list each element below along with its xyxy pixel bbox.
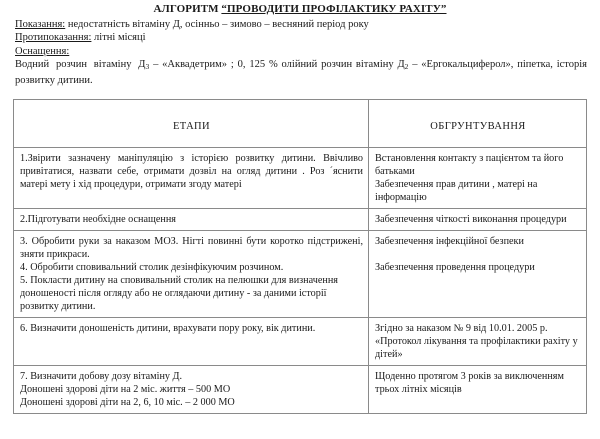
- step-text: 2.Підготувати необхідне оснащення: [20, 214, 176, 225]
- rationale-text: Забезпечення інфекційної безпеки: [375, 236, 524, 247]
- equipment-text-part1: Водний розчин вітаміну Д: [15, 59, 146, 71]
- rationale-cell: [369, 148, 587, 209]
- step-text: 3. Обробити руки за наказом МОЗ. Нігті повинні бути коротко підстрижені, зняти прикраси.: [20, 236, 363, 260]
- contraindications-label: Протипоказання:: [15, 32, 92, 44]
- vitamin-d2-subscript: 2: [404, 62, 409, 72]
- rationale-text: Встановлення контакту з пацієнтом та його батьками: [375, 153, 564, 177]
- equipment-label: Оснащення:: [15, 45, 70, 57]
- equipment-line: [15, 45, 587, 58]
- step-text: 5. Покласти дитину на сповивальний столик на пелюшки для визначення доношеності після огляду або не оглядаючи дитину - за даними історії розвитку дитини.: [20, 275, 338, 312]
- algorithm-table: [13, 99, 587, 414]
- rationale-cell: [369, 366, 587, 414]
- rationale-text: Забезпечення прав дитини , матері на інформацію: [375, 179, 538, 203]
- steps-cell: [14, 318, 369, 366]
- table-row: [14, 148, 587, 209]
- equipment-text-part3: – «Ергокальциферол», піпетка,: [408, 59, 553, 71]
- steps-cell: [14, 231, 369, 318]
- step-text: 1.Звірити зазначену маніпуляцію з історією розвитку дитини. Ввічливо привітатися, назвати себе, отримати дозвіл на огляд дитини . Роз ´яснити матері мету і хід процедури, отримати згоду матері: [20, 153, 363, 190]
- indications-text: недостатність вітаміну Д, осінньо – зимово – весняний період року: [65, 19, 369, 30]
- column-header-steps: ЕТАПИ: [14, 100, 369, 148]
- title-prefix: АЛГОРИТМ: [153, 3, 222, 15]
- step-text: 4. Обробити сповивальний столик дезінфікуючим розчином.: [20, 262, 284, 273]
- column-header-rationale: ОБГРУНТУВАННЯ: [369, 100, 587, 148]
- indications-line: [15, 18, 587, 31]
- contraindications-text: літні місяці: [91, 32, 146, 44]
- table-row: [14, 366, 587, 414]
- contraindications-line: [15, 31, 587, 44]
- equipment-text-part2: – «Аквадетрим» ; 0, 125 % олійний розчин вітаміну Д: [149, 59, 405, 71]
- rationale-cell: [369, 231, 587, 318]
- document-meta: [0, 18, 600, 58]
- title-quoted: “ПРОВОДИТИ ПРОФІЛАКТИКУ РАХІТУ”: [221, 3, 447, 15]
- table-row: [14, 231, 587, 318]
- table-row: [14, 318, 587, 366]
- rationale-text: Забезпечення чіткості виконання процедури: [375, 214, 567, 225]
- page-title: [0, 3, 600, 16]
- table-header-row: [14, 100, 587, 148]
- equipment-text-part4: історія розвитку дитини.: [15, 59, 588, 86]
- steps-cell: [14, 366, 369, 414]
- steps-cell: [14, 148, 369, 209]
- rationale-text: Забезпечення проведення процедури: [375, 262, 535, 273]
- rationale-text: Щоденно протягом 3 років за виключенням трьох літніх місяців: [375, 371, 564, 395]
- table-row: [14, 209, 587, 231]
- rationale-text: Згідно за наказом № 9 від 10.01. 2005 р. «Протокол лікування та профілактики рахіту у дітей»: [375, 323, 578, 360]
- vitamin-d3-subscript: 3: [145, 62, 150, 72]
- steps-cell: [14, 209, 369, 231]
- indications-label: Показання:: [15, 19, 66, 30]
- step-text: 7. Визначити добову дозу вітаміну Д.: [20, 371, 183, 382]
- rationale-cell: [369, 209, 587, 231]
- document-page: [0, 3, 600, 439]
- step-text: 6. Визначити доношеність дитини, врахувати пору року, вік дитини.: [20, 323, 316, 334]
- equipment-description: [0, 58, 600, 87]
- step-text: Доношені здорові діти на 2 міс. життя – 500 МО: [20, 384, 231, 395]
- rationale-cell: [369, 318, 587, 366]
- step-text: Доношені здорові діти на 2, 6, 10 міс. – 2 000 МО: [20, 397, 235, 408]
